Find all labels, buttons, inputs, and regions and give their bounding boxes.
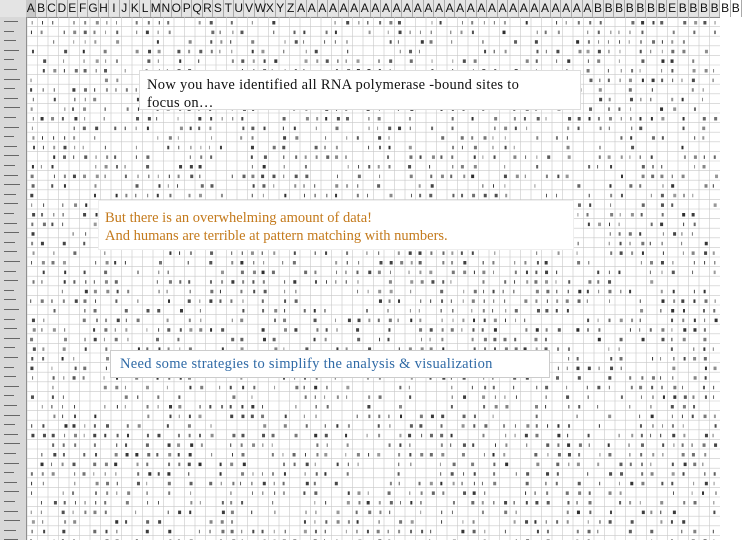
column-header-33[interactable]: A	[360, 1, 369, 15]
column-header-31[interactable]: A	[339, 1, 348, 15]
column-header-4[interactable]: D	[57, 1, 67, 15]
column-header-19[interactable]: S	[213, 1, 222, 15]
column-header-1[interactable]: A	[26, 1, 35, 15]
column-header-56[interactable]: B	[604, 1, 613, 15]
column-header-68[interactable]: B	[731, 1, 740, 15]
column-header-13[interactable]: M	[150, 1, 161, 15]
column-header-41[interactable]: A	[445, 1, 454, 15]
column-header-51[interactable]: A	[551, 1, 560, 15]
callout-overwhelming-data	[98, 200, 574, 250]
column-header-54[interactable]: A	[583, 1, 592, 15]
column-header-17[interactable]: Q	[192, 1, 202, 15]
column-header-7[interactable]: G	[88, 1, 98, 15]
column-header-28[interactable]: A	[307, 1, 316, 15]
column-header-8[interactable]: H	[99, 1, 108, 15]
callout-overwhelming-data-line1: But there is an overwhelming amount of data!	[105, 210, 372, 226]
column-header-29[interactable]: A	[318, 1, 327, 15]
column-header-58[interactable]: B	[625, 1, 634, 15]
column-header-11[interactable]: K	[130, 1, 139, 15]
column-header-59[interactable]: B	[636, 1, 645, 15]
callout-identified-sites	[139, 70, 581, 110]
column-header-65[interactable]: B	[699, 1, 708, 15]
column-header-24[interactable]: X	[265, 1, 274, 15]
row-header-bar	[0, 17, 27, 540]
column-header-62[interactable]: E	[668, 1, 677, 15]
column-header-48[interactable]: A	[519, 1, 528, 15]
column-header-47[interactable]: A	[509, 1, 518, 15]
column-header-25[interactable]: Y	[276, 1, 285, 15]
column-header-40[interactable]: A	[434, 1, 443, 15]
column-header-39[interactable]: A	[424, 1, 433, 15]
column-header-55[interactable]: B	[593, 1, 602, 15]
column-header-34[interactable]: A	[371, 1, 380, 15]
column-header-63[interactable]: B	[678, 1, 687, 15]
callout-strategies-line1: Need some strategies to simplify the analysis & visualization	[120, 356, 493, 372]
column-header-2[interactable]: B	[37, 1, 46, 15]
column-header-49[interactable]: A	[530, 1, 539, 15]
column-header-5[interactable]: E	[68, 1, 77, 15]
column-header-6[interactable]: F	[78, 0, 88, 17]
column-header-26[interactable]: Z	[286, 0, 296, 17]
column-header-30[interactable]: A	[328, 1, 337, 15]
column-header-22[interactable]: V	[245, 1, 254, 15]
column-header-37[interactable]: A	[403, 1, 412, 15]
column-header-66[interactable]: B	[710, 1, 719, 15]
column-header-57[interactable]: B	[615, 1, 624, 15]
column-header-42[interactable]: A	[456, 1, 465, 15]
column-header-64[interactable]: B	[689, 1, 698, 15]
column-header-14[interactable]: N	[161, 1, 171, 15]
column-header-50[interactable]: A	[540, 1, 549, 15]
column-header-9[interactable]: I	[109, 0, 119, 17]
callout-identified-sites-line1: Now you have identified all RNA polymerase -bound sites to	[147, 77, 520, 93]
column-header-53[interactable]: A	[572, 1, 581, 15]
column-header-3[interactable]: C	[47, 1, 56, 15]
column-header-45[interactable]: A	[487, 1, 496, 15]
column-header-32[interactable]: A	[350, 1, 359, 15]
column-header-43[interactable]: A	[466, 1, 475, 15]
column-header-60[interactable]: B	[646, 1, 655, 15]
column-header-bar	[0, 0, 740, 18]
column-header-27[interactable]: A	[297, 1, 306, 15]
column-header-38[interactable]: A	[413, 1, 422, 15]
column-header-21[interactable]: U	[234, 1, 244, 15]
column-header-23[interactable]: W	[254, 1, 267, 15]
column-header-61[interactable]: B	[657, 1, 666, 15]
column-header-36[interactable]: A	[392, 1, 401, 15]
column-header-44[interactable]: A	[477, 1, 486, 15]
column-header-52[interactable]: A	[562, 1, 571, 15]
column-header-10[interactable]: J	[120, 0, 130, 17]
column-header-35[interactable]: A	[381, 1, 390, 15]
column-header-46[interactable]: A	[498, 1, 507, 15]
column-header-15[interactable]: O	[171, 1, 181, 15]
column-header-16[interactable]: P	[182, 1, 191, 15]
column-header-12[interactable]: L	[140, 0, 150, 17]
column-header-20[interactable]: T	[224, 0, 234, 17]
column-header-18[interactable]: R	[203, 1, 212, 15]
callout-identified-sites-line2: focus on…	[147, 95, 214, 111]
callout-strategies	[110, 350, 550, 378]
column-header-67[interactable]: B	[721, 1, 730, 15]
callout-overwhelming-data-line2: And humans are terrible at pattern matching with numbers.	[105, 228, 448, 244]
